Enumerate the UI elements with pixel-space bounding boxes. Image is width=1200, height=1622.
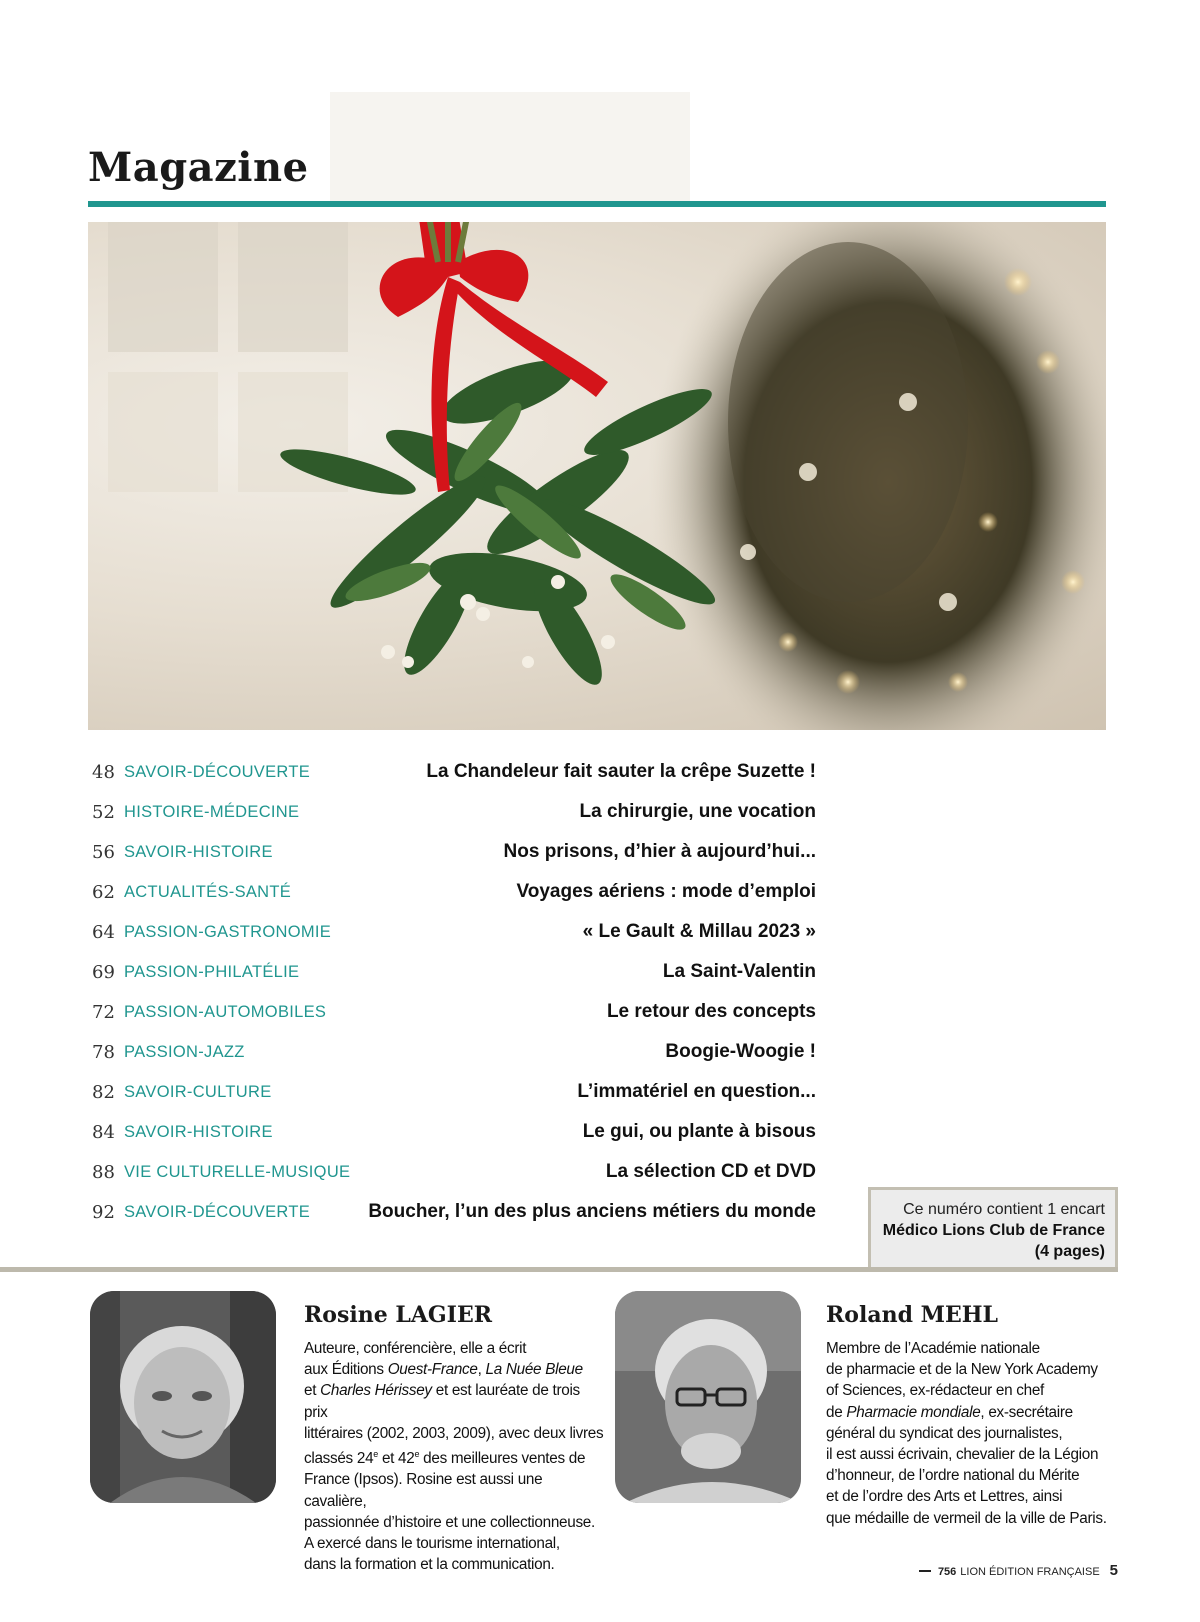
toc-entry[interactable]: [92, 1152, 816, 1192]
bio-line: de pharmacie et de la New York Academy: [826, 1361, 1098, 1379]
toc-section: PASSION-GASTRONOMIE: [124, 922, 332, 941]
toc-entry[interactable]: [92, 1192, 816, 1232]
toc-page-number: 72: [92, 1001, 115, 1023]
insert-notice: [868, 1187, 1118, 1271]
bio-line: , ex-secrétaire: [980, 1403, 1073, 1421]
section-divider: [0, 1267, 1118, 1272]
hero-top-backdrop: [330, 92, 690, 202]
toc-title[interactable]: L’immatériel en question...: [577, 1081, 816, 1102]
toc-entry[interactable]: [92, 1032, 816, 1072]
toc-title[interactable]: Le gui, ou plante à bisous: [582, 1121, 816, 1142]
toc-entry[interactable]: [92, 912, 816, 952]
toc-section: PASSION-JAZZ: [124, 1042, 245, 1061]
bio-line: dans la formation et la communication.: [304, 1556, 555, 1574]
toc-section: PASSION-AUTOMOBILES: [124, 1002, 327, 1021]
insert-notice-pages: (4 pages): [1034, 1243, 1105, 1260]
toc-section: SAVOIR-CULTURE: [124, 1082, 272, 1101]
bio-line: il est aussi écrivain, chevalier de la Légion: [826, 1446, 1099, 1464]
bio-line: Membre de l’Académie nationale: [826, 1340, 1040, 1357]
mistletoe-illustration: [88, 222, 1106, 730]
toc-page-number: 84: [92, 1121, 115, 1143]
toc-page-number: 88: [92, 1161, 115, 1183]
toc-title[interactable]: Le retour des concepts: [606, 1001, 816, 1022]
issue-number: 756: [937, 1566, 957, 1578]
ordinal-suffix: e: [414, 1449, 420, 1460]
table-of-contents: [92, 752, 816, 1232]
hero-photo: [88, 222, 1106, 730]
bio-line: aux Éditions: [304, 1361, 388, 1379]
bio-line: classés 24: [304, 1450, 374, 1468]
toc-page-number: 92: [92, 1201, 115, 1223]
page-footer: [919, 1562, 1118, 1579]
toc-page-number: 69: [92, 961, 115, 983]
page-number: 5: [1109, 1562, 1118, 1579]
insert-notice-title: Médico Lions Club de France: [882, 1222, 1105, 1239]
bio-line: A exercé dans le tourisme international,: [304, 1534, 560, 1552]
toc-page-number: 64: [92, 921, 115, 943]
toc-title[interactable]: La sélection CD et DVD: [605, 1161, 816, 1182]
toc-page-number: 62: [92, 881, 115, 903]
book-publisher: Charles Hérissey: [320, 1382, 432, 1400]
bio-line: Auteure, conférencière, elle a écrit: [304, 1340, 527, 1357]
bio-line: littéraires (2002, 2003, 2009), avec deux livres: [304, 1424, 604, 1442]
author-photo-roland: [615, 1291, 801, 1503]
bio-line: et 42: [378, 1450, 415, 1468]
toc-page-number: 52: [92, 801, 115, 823]
bio-line: d’honneur, de l’ordre national du Mérite: [826, 1467, 1080, 1485]
book-publisher: Ouest-France: [387, 1361, 478, 1379]
bio-line: ,: [477, 1361, 486, 1379]
toc-title[interactable]: Voyages aériens : mode d’emploi: [516, 881, 816, 902]
toc-entry[interactable]: [92, 832, 816, 872]
toc-entry[interactable]: [92, 1112, 816, 1152]
toc-title[interactable]: La Saint-Valentin: [662, 961, 816, 982]
toc-page-number: 48: [92, 761, 115, 783]
toc-section: SAVOIR-HISTOIRE: [124, 1122, 273, 1141]
toc-entry[interactable]: [92, 792, 816, 832]
bio-line: de: [826, 1403, 847, 1421]
book-publisher: La Nuée Bleue: [485, 1361, 583, 1379]
publication-name: LION ÉDITION FRANÇAISE: [960, 1566, 1100, 1578]
toc-title[interactable]: Boucher, l’un des plus anciens métiers du monde: [368, 1201, 816, 1222]
bio-line: passionnée d’histoire et une collectionneuse.: [304, 1513, 595, 1531]
toc-section: PASSION-PHILATÉLIE: [124, 962, 300, 981]
toc-title[interactable]: Nos prisons, d’hier à aujourd’hui...: [503, 841, 816, 862]
toc-section: VIE CULTURELLE-MUSIQUE: [124, 1162, 351, 1181]
toc-title[interactable]: La Chandeleur fait sauter la crêpe Suzette !: [426, 761, 816, 782]
portrait-image: [90, 1291, 276, 1503]
bio-line: of Sciences, ex-rédacteur en chef: [826, 1382, 1044, 1400]
toc-section: HISTOIRE-MÉDECINE: [124, 802, 300, 821]
bio-line: que médaille de vermeil de la ville de Paris.: [826, 1509, 1107, 1527]
author-photo-rosine: [90, 1291, 276, 1503]
title-divider: [88, 201, 1106, 207]
toc-entry[interactable]: [92, 992, 816, 1032]
toc-title[interactable]: « Le Gault & Millau 2023 »: [582, 921, 816, 942]
bio-line: et: [304, 1382, 321, 1400]
page-title: Magazine: [88, 144, 309, 191]
bio-line: des meilleures ventes de: [419, 1450, 586, 1468]
toc-page-number: 78: [92, 1041, 115, 1063]
toc-page-number: 82: [92, 1081, 115, 1103]
toc-page-number: 56: [92, 841, 115, 863]
toc-entry[interactable]: [92, 752, 816, 792]
toc-entry[interactable]: [92, 872, 816, 912]
toc-section: ACTUALITÉS-SANTÉ: [124, 882, 292, 901]
toc-section: SAVOIR-HISTOIRE: [124, 842, 273, 861]
toc-title[interactable]: La chirurgie, une vocation: [579, 801, 816, 822]
author-name: Rosine LAGIER: [304, 1302, 493, 1328]
bio-line: France (Ipsos). Rosine est aussi une cavalière,: [304, 1471, 543, 1510]
bio-line: et est lauréate de trois prix: [304, 1382, 580, 1421]
toc-title[interactable]: Boogie-Woogie !: [665, 1041, 816, 1062]
publication-name: Pharmacie mondiale: [846, 1403, 981, 1421]
toc-entry[interactable]: [92, 1072, 816, 1112]
author-bio: [304, 1338, 604, 1575]
toc-section: SAVOIR-DÉCOUVERTE: [124, 762, 311, 781]
bio-line: et de l’ordre des Arts et Lettres, ainsi: [826, 1488, 1063, 1506]
footer-dash: [919, 1570, 931, 1572]
bio-line: général du syndicat des journalistes,: [826, 1424, 1063, 1442]
toc-entry[interactable]: [92, 952, 816, 992]
author-name: Roland MEHL: [826, 1302, 998, 1328]
ordinal-suffix: e: [373, 1449, 378, 1460]
insert-notice-text: Ce numéro contient 1 encart: [903, 1201, 1105, 1218]
author-bio: [826, 1338, 1126, 1529]
portrait-image: [615, 1291, 801, 1503]
toc-section: SAVOIR-DÉCOUVERTE: [124, 1202, 311, 1221]
